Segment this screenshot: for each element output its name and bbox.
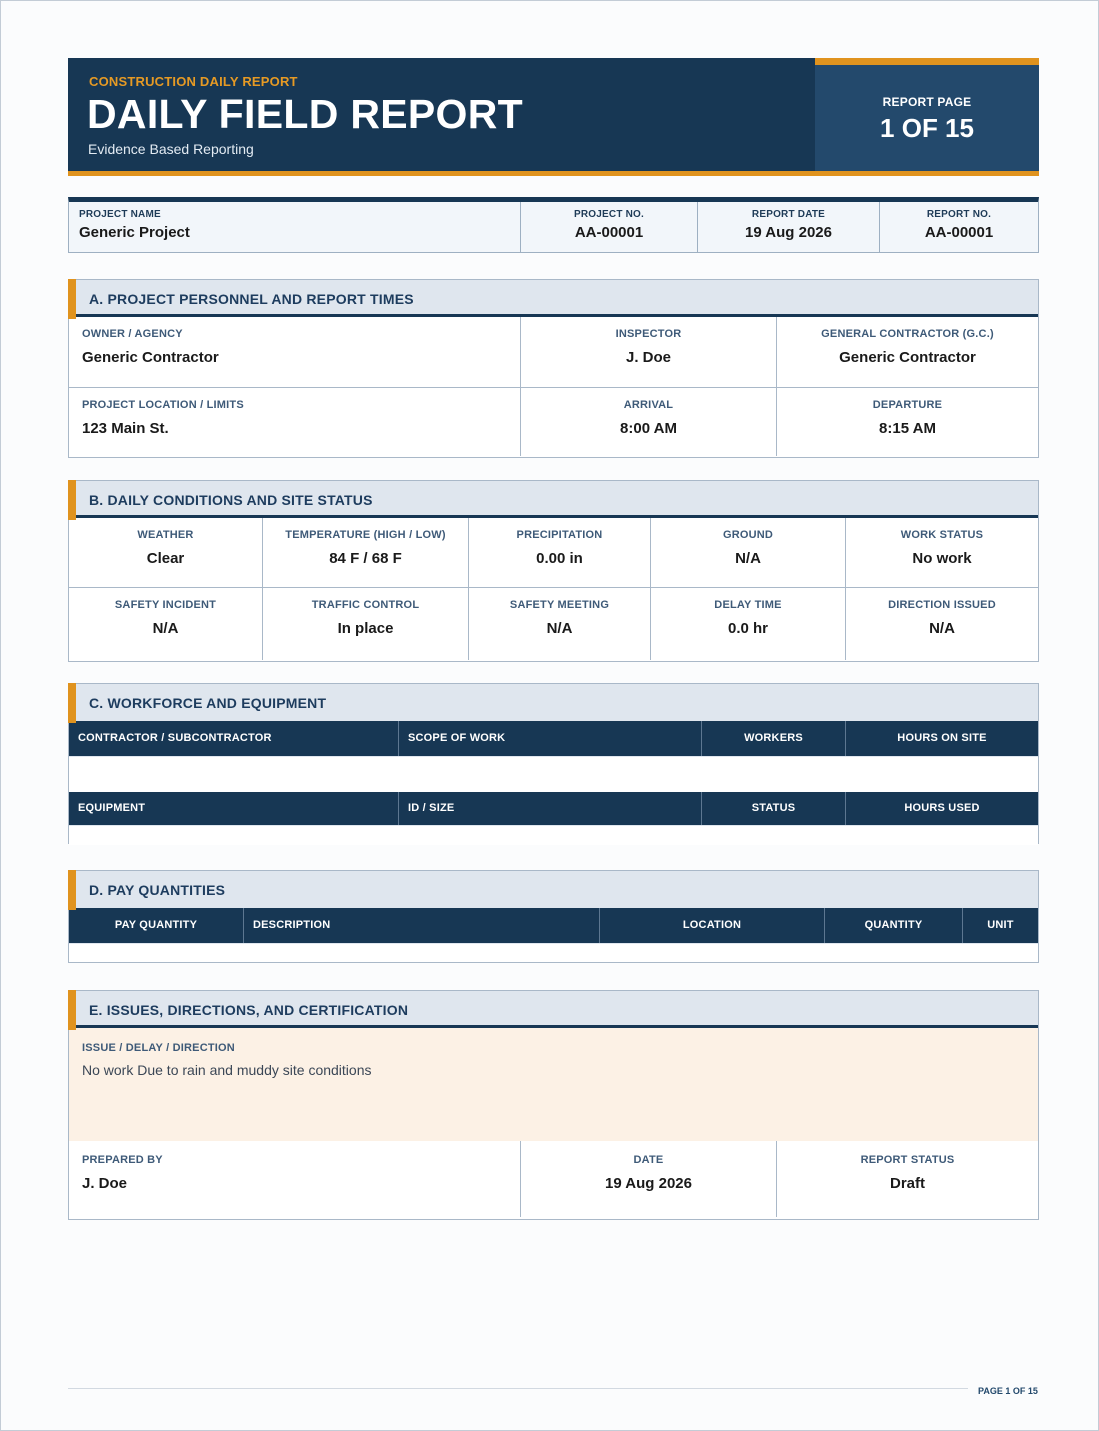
inspector-cell (520, 317, 776, 387)
section-workforce (68, 683, 1039, 844)
col-quantity: QUANTITY (824, 908, 962, 943)
section-personnel (68, 279, 1039, 458)
delay-time-cell (650, 588, 845, 660)
project-name-cell (69, 202, 520, 252)
gc-cell (776, 317, 1038, 387)
section-e-header (69, 991, 1038, 1028)
col-hours-on-site: HOURS ON SITE (845, 721, 1038, 756)
temperature-value: 84 F / 68 F (329, 550, 402, 567)
section-d-title: D. PAY QUANTITIES (89, 882, 226, 898)
arrival-cell (520, 388, 776, 456)
traffic-control-cell (262, 588, 468, 660)
owner-value: Generic Contractor (82, 349, 219, 366)
conditions-row-1 (69, 518, 1038, 587)
work-status-value: No work (912, 550, 972, 567)
safety-meeting-cell (468, 588, 650, 660)
section-d-header (69, 871, 1038, 908)
conditions-row-2 (69, 587, 1038, 660)
report-status-value: Draft (889, 1175, 925, 1192)
section-c-header (69, 684, 1038, 721)
temperature-label: TEMPERATURE (HIGH / LOW) (285, 529, 446, 541)
safety-incident-label: SAFETY INCIDENT (114, 599, 217, 611)
issue-label: ISSUE / DELAY / DIRECTION (82, 1042, 235, 1054)
page-title: DAILY FIELD REPORT (87, 91, 523, 137)
col-description: DESCRIPTION (243, 908, 599, 943)
project-no-value: AA-00001 (574, 224, 644, 241)
owner-label: OWNER / AGENCY (82, 328, 183, 340)
certification-row (69, 1141, 1038, 1217)
col-contractor: CONTRACTOR / SUBCONTRACTOR (78, 732, 272, 744)
precipitation-cell (468, 518, 650, 587)
arrival-label: ARRIVAL (623, 399, 674, 411)
pay-table-header (69, 908, 1038, 943)
personnel-row-1 (69, 317, 1038, 387)
weather-value: Clear (146, 550, 185, 567)
ground-value: N/A (735, 550, 761, 567)
prepared-by-cell (69, 1141, 520, 1217)
col-location: LOCATION (599, 908, 824, 943)
safety-incident-cell (69, 588, 262, 660)
equipment-table-body (69, 825, 1038, 845)
report-date-value: 19 Aug 2026 (745, 224, 832, 241)
section-e-title: E. ISSUES, DIRECTIONS, AND CERTIFICATION (89, 1002, 409, 1018)
report-date-cell (697, 202, 879, 252)
prepared-by-label: PREPARED BY (82, 1154, 163, 1166)
traffic-control-value: In place (337, 620, 394, 637)
departure-value: 8:15 AM (879, 420, 936, 437)
gc-value: Generic Contractor (839, 349, 976, 366)
issue-text: No work Due to rain and muddy site conditions (82, 1062, 372, 1078)
issue-notes-box (69, 1028, 1038, 1141)
footer-page-number: PAGE 1 OF 15 (978, 1386, 1038, 1396)
report-page-box (815, 58, 1039, 171)
section-conditions (68, 480, 1039, 662)
col-unit: UNIT (962, 908, 1038, 943)
header-subtitle: Evidence Based Reporting (88, 141, 254, 157)
direction-issued-cell (845, 588, 1038, 660)
work-status-label: WORK STATUS (900, 529, 984, 541)
ground-label: GROUND (722, 529, 774, 541)
cert-date-cell (520, 1141, 776, 1217)
personnel-row-2 (69, 387, 1038, 456)
report-status-label: REPORT STATUS (860, 1154, 955, 1166)
section-issues (68, 990, 1039, 1220)
project-info-bar (68, 197, 1039, 253)
col-workers: WORKERS (701, 721, 845, 756)
col-scope: SCOPE OF WORK (398, 721, 701, 756)
report-page-value: 1 OF 15 (880, 113, 974, 143)
inspector-value: J. Doe (625, 349, 671, 366)
safety-meeting-label: SAFETY MEETING (509, 599, 610, 611)
workforce-table-header (69, 721, 1038, 756)
direction-issued-label: DIRECTION ISSUED (888, 599, 996, 611)
delay-time-label: DELAY TIME (714, 599, 782, 611)
col-status: STATUS (701, 792, 845, 825)
work-status-cell (845, 518, 1038, 587)
safety-incident-value: N/A (152, 620, 179, 637)
weather-cell (69, 518, 262, 587)
inspector-label: INSPECTOR (615, 328, 682, 340)
report-date-label: REPORT DATE (751, 209, 826, 220)
precipitation-label: PRECIPITATION (516, 529, 603, 541)
gc-label: GENERAL CONTRACTOR (G.C.) (821, 328, 994, 340)
project-no-cell (520, 202, 697, 252)
owner-cell (69, 317, 520, 387)
section-c-title: C. WORKFORCE AND EQUIPMENT (89, 695, 327, 711)
report-header (68, 58, 1039, 176)
report-no-value: AA-00001 (924, 224, 994, 241)
report-no-cell (879, 202, 1038, 252)
safety-meeting-value: N/A (546, 620, 573, 637)
arrival-value: 8:00 AM (620, 420, 677, 437)
precipitation-value: 0.00 in (536, 550, 583, 567)
location-cell (69, 388, 520, 456)
departure-cell (776, 388, 1038, 456)
section-b-header (69, 481, 1038, 518)
weather-label: WEATHER (137, 529, 194, 541)
section-a-header (69, 280, 1038, 317)
workforce-table-body (69, 756, 1038, 792)
delay-time-value: 0.0 hr (727, 620, 769, 637)
report-page-label: REPORT PAGE (882, 95, 972, 109)
project-name-label: PROJECT NAME (79, 209, 161, 220)
col-pay-quantity: PAY QUANTITY (114, 919, 198, 931)
col-equipment: EQUIPMENT (78, 802, 146, 814)
direction-issued-value: N/A (929, 620, 955, 637)
project-no-label: PROJECT NO. (574, 209, 644, 220)
location-value: 123 Main St. (82, 420, 169, 437)
project-name-value: Generic Project (79, 224, 190, 241)
departure-label: DEPARTURE (872, 399, 943, 411)
section-pay-quantities (68, 870, 1039, 963)
temperature-cell (262, 518, 468, 587)
pay-table-body (69, 943, 1038, 962)
section-a-title: A. PROJECT PERSONNEL AND REPORT TIMES (89, 291, 414, 307)
cert-date-label: DATE (633, 1154, 664, 1166)
equipment-table-header (69, 792, 1038, 825)
report-no-label: REPORT NO. (926, 209, 992, 220)
footer-divider (68, 1388, 968, 1389)
prepared-by-value: J. Doe (82, 1175, 128, 1192)
ground-cell (650, 518, 845, 587)
col-hours-used: HOURS USED (845, 792, 1038, 825)
col-id-size: ID / SIZE (398, 792, 701, 825)
cert-date-value: 19 Aug 2026 (605, 1175, 692, 1192)
location-label: PROJECT LOCATION / LIMITS (82, 399, 244, 411)
traffic-control-label: TRAFFIC CONTROL (311, 599, 420, 611)
report-status-cell (776, 1141, 1038, 1217)
section-b-title: B. DAILY CONDITIONS AND SITE STATUS (89, 492, 373, 508)
header-kicker: CONSTRUCTION DAILY REPORT (89, 74, 298, 89)
